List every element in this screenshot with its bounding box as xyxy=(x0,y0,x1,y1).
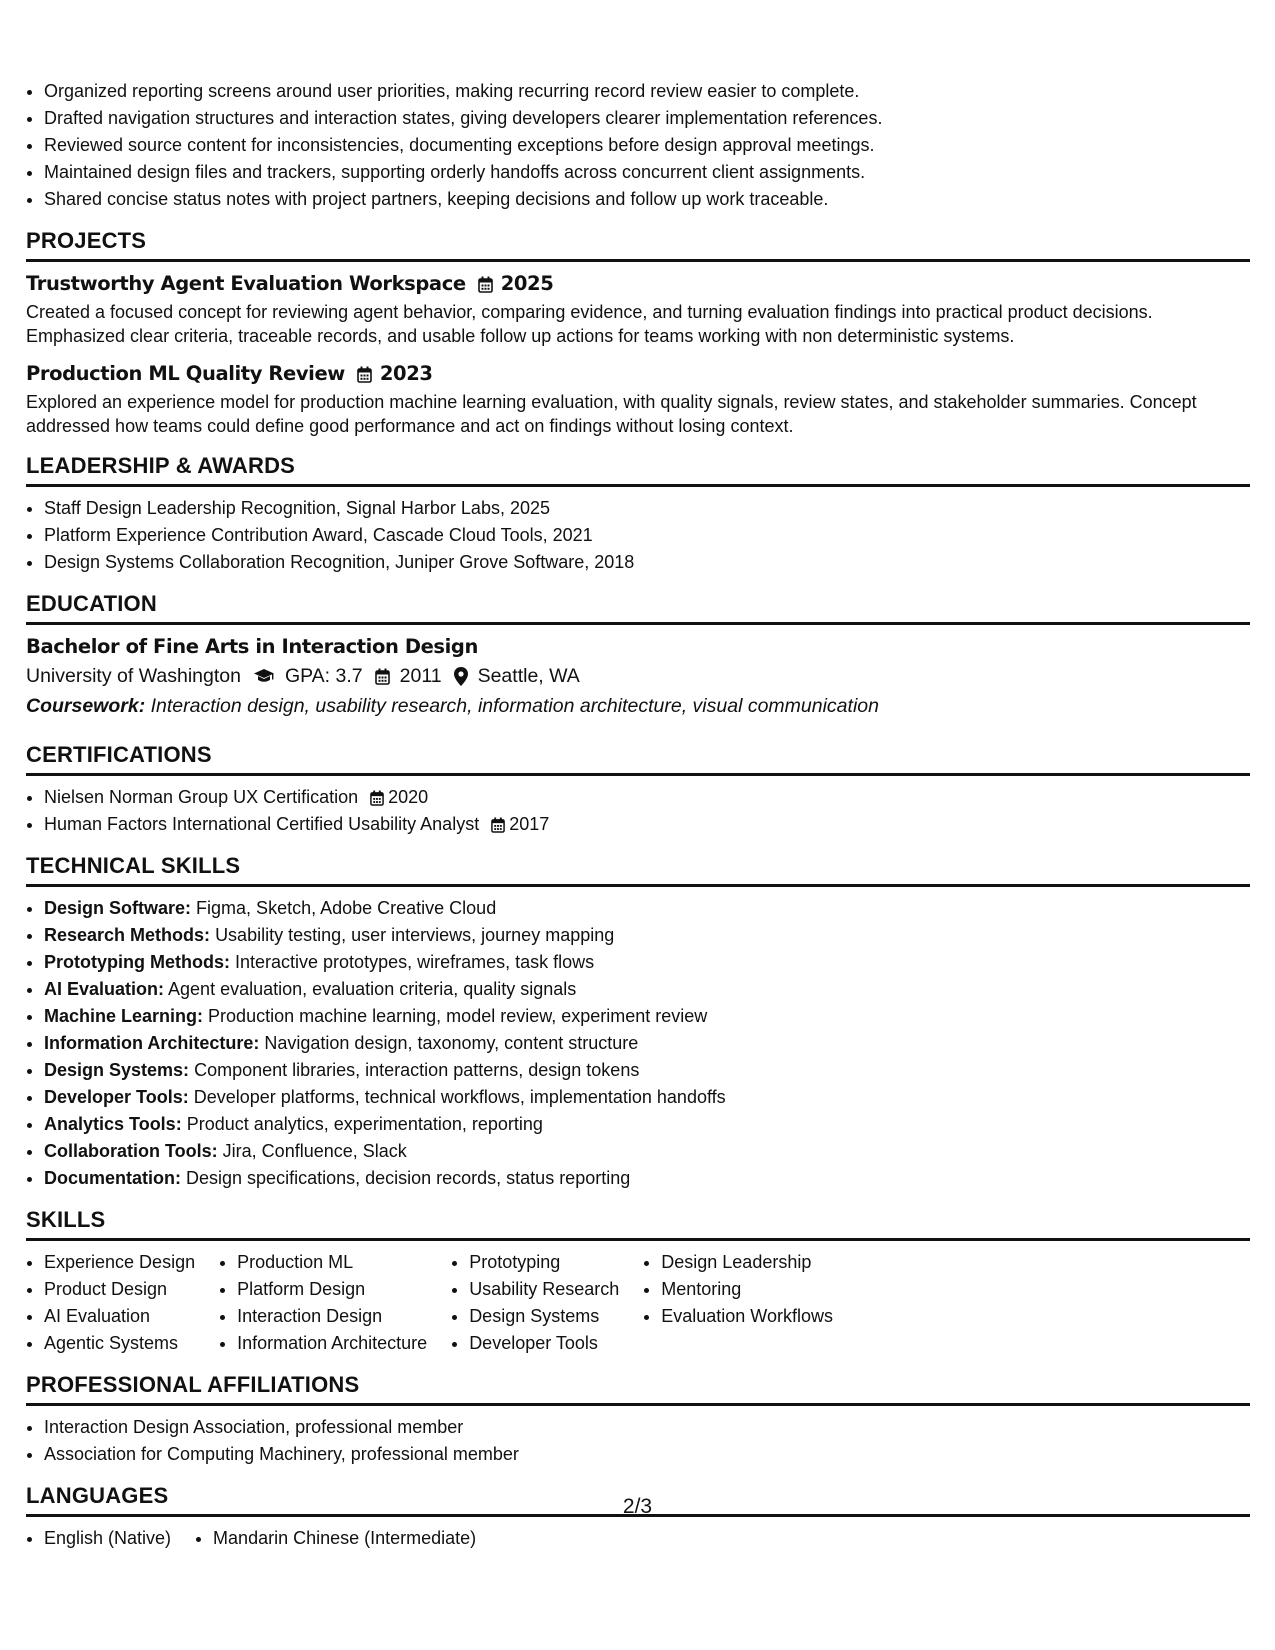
section-heading: PROJECTS xyxy=(26,227,1250,262)
education-meta xyxy=(26,661,1250,691)
project-title: Trustworthy Agent Evaluation Workspace xyxy=(26,272,466,295)
list-item xyxy=(44,895,1250,922)
skill-values: Developer platforms, technical workflows, implementation handoffs xyxy=(193,1087,726,1107)
list-item: • Developer Tools xyxy=(469,1330,619,1357)
calendar-icon xyxy=(357,366,372,383)
list-item xyxy=(44,1003,1250,1030)
section-heading: LEADERSHIP & AWARDS xyxy=(26,452,1250,487)
resume-page xyxy=(26,78,1250,1552)
list-item xyxy=(44,1165,1250,1192)
school-location: Seattle, WA xyxy=(477,665,580,687)
project-item xyxy=(26,360,1250,438)
list-item: • Product Design xyxy=(44,1276,195,1303)
project-item xyxy=(26,270,1250,348)
skill-category: Collaboration Tools: xyxy=(44,1141,218,1161)
degree-title: Bachelor of Fine Arts in Interaction Design xyxy=(26,635,478,658)
calendar-icon xyxy=(370,790,384,806)
list-item: • Drafted navigation structures and interaction states, giving developers clearer implementation references. xyxy=(44,105,1250,132)
section-heading: EDUCATION xyxy=(26,590,1250,625)
calendar-icon xyxy=(375,668,390,685)
experience-bullet-list xyxy=(26,78,1250,213)
skill-category: Documentation: xyxy=(44,1168,181,1188)
list-item: • Design Systems xyxy=(469,1303,619,1330)
projects-section xyxy=(26,227,1250,438)
skills-column xyxy=(219,1249,427,1357)
technical-skills-section xyxy=(26,852,1250,1192)
certifications-list xyxy=(26,784,1250,838)
skill-values: Production machine learning, model review, experiment review xyxy=(208,1006,708,1026)
section-heading: SKILLS xyxy=(26,1206,1250,1241)
section-heading: TECHNICAL SKILLS xyxy=(26,852,1250,887)
list-item: • Shared concise status notes with project partners, keeping decisions and follow up work traceable. xyxy=(44,186,1250,213)
technical-skills-list xyxy=(26,895,1250,1192)
skill-category: Analytics Tools: xyxy=(44,1114,182,1134)
skill-values: Usability testing, user interviews, journey mapping xyxy=(215,925,615,945)
list-item: • Evaluation Workflows xyxy=(661,1303,833,1330)
project-title: Production ML Quality Review xyxy=(26,362,345,385)
list-item xyxy=(44,1084,1250,1111)
project-year: 2023 xyxy=(379,362,433,385)
skill-values: Agent evaluation, evaluation criteria, quality signals xyxy=(168,979,577,999)
skill-values: Component libraries, interaction patterns, design tokens xyxy=(194,1060,640,1080)
list-item xyxy=(44,1057,1250,1084)
coursework xyxy=(26,691,1250,721)
list-item: • Design Leadership xyxy=(661,1249,833,1276)
list-item xyxy=(44,784,1250,811)
list-item: • Information Architecture xyxy=(237,1330,427,1357)
affiliations-list xyxy=(26,1414,1250,1468)
leadership-section xyxy=(26,452,1250,576)
list-item: • Organized reporting screens around user priorities, making recurring record review easier to complete. xyxy=(44,78,1250,105)
list-item: • Staff Design Leadership Recognition, Signal Harbor Labs, 2025 xyxy=(44,495,1250,522)
gpa: GPA: 3.7 xyxy=(284,665,363,687)
list-item: • AI Evaluation xyxy=(44,1303,195,1330)
list-item: • Platform Design xyxy=(237,1276,427,1303)
list-item xyxy=(44,811,1250,838)
certifications-section xyxy=(26,741,1250,838)
skill-values: Product analytics, experimentation, reporting xyxy=(186,1114,543,1134)
school-name: University of Washington xyxy=(26,665,241,687)
section-heading: LANGUAGES xyxy=(26,1482,1250,1517)
skill-category: Design Systems: xyxy=(44,1060,190,1080)
list-item xyxy=(44,1138,1250,1165)
education-section xyxy=(26,590,1250,721)
project-description: Created a focused concept for reviewing agent behavior, comparing evidence, and turning evaluation findings into practical product decisions. Emphasized clear criteria, traceable records, and usable follow up actions for teams working with non deterministic systems. xyxy=(26,302,1153,346)
list-item: • Prototyping xyxy=(469,1249,619,1276)
skill-category: Developer Tools: xyxy=(44,1087,189,1107)
skill-category: Research Methods: xyxy=(44,925,211,945)
skill-values: Interactive prototypes, wireframes, task flows xyxy=(235,952,595,972)
list-item: • Experience Design xyxy=(44,1249,195,1276)
list-item: • Mentoring xyxy=(661,1276,833,1303)
skills-columns xyxy=(26,1249,1250,1357)
skills-section xyxy=(26,1206,1250,1357)
list-item: • Production ML xyxy=(237,1249,427,1276)
graduation-year: 2011 xyxy=(399,665,442,687)
list-item: • Association for Computing Machinery, professional member xyxy=(44,1441,1250,1468)
certification-name: • Nielsen Norman Group UX Certification xyxy=(44,787,359,807)
skills-column xyxy=(451,1249,619,1357)
awards-list xyxy=(26,495,1250,576)
list-item: • Interaction Design xyxy=(237,1303,427,1330)
list-item: • Design Systems Collaboration Recognition, Juniper Grove Software, 2018 xyxy=(44,549,1250,576)
skill-category: Prototyping Methods: xyxy=(44,952,230,972)
project-description: Explored an experience model for production machine learning evaluation, with quality signals, review states, and stakeholder summaries. Concept addressed how teams could define good performance and act on findings without losing context. xyxy=(26,392,1197,436)
affiliations-section xyxy=(26,1371,1250,1468)
skill-category: Machine Learning: xyxy=(44,1006,204,1026)
list-item xyxy=(44,949,1250,976)
list-item: • Agentic Systems xyxy=(44,1330,195,1357)
languages-row xyxy=(26,1525,1250,1552)
list-item xyxy=(44,1111,1250,1138)
skill-category: Information Architecture: xyxy=(44,1033,260,1053)
skill-values: Design specifications, decision records, status reporting xyxy=(186,1168,631,1188)
list-item: • Maintained design files and trackers, supporting orderly handoffs across concurrent client assignments. xyxy=(44,159,1250,186)
list-item: • Mandarin Chinese (Intermediate) xyxy=(213,1525,476,1552)
skills-column xyxy=(26,1249,195,1357)
list-item: • Usability Research xyxy=(469,1276,619,1303)
skill-category: Design Software: xyxy=(44,898,192,918)
list-item: • Reviewed source content for inconsistencies, documenting exceptions before design approval meetings. xyxy=(44,132,1250,159)
coursework-text: Interaction design, usability research, information architecture, visual communication xyxy=(150,695,879,717)
certification-year: 2017 xyxy=(509,814,550,834)
page-number: 2/3 xyxy=(622,1495,653,1518)
skill-values: Jira, Confluence, Slack xyxy=(222,1141,407,1161)
skill-values: Figma, Sketch, Adobe Creative Cloud xyxy=(196,898,497,918)
list-item: • Platform Experience Contribution Award, Cascade Cloud Tools, 2021 xyxy=(44,522,1250,549)
section-heading: PROFESSIONAL AFFILIATIONS xyxy=(26,1371,1250,1406)
certification-year: 2020 xyxy=(388,787,429,807)
skill-category: AI Evaluation: xyxy=(44,979,165,999)
list-item: • Interaction Design Association, professional member xyxy=(44,1414,1250,1441)
list-item xyxy=(44,922,1250,949)
project-year: 2025 xyxy=(500,272,554,295)
map-marker-icon xyxy=(454,667,468,686)
list-item xyxy=(44,976,1250,1003)
list-item xyxy=(44,1030,1250,1057)
list-item: • English (Native) xyxy=(44,1525,171,1552)
coursework-label: Coursework: xyxy=(26,695,146,717)
graduation-cap-icon xyxy=(253,668,275,684)
skills-column xyxy=(643,1249,833,1357)
skill-values: Navigation design, taxonomy, content structure xyxy=(264,1033,639,1053)
certification-name: • Human Factors International Certified Usability Analyst xyxy=(44,814,480,834)
section-heading: CERTIFICATIONS xyxy=(26,741,1250,776)
calendar-icon xyxy=(478,276,493,293)
calendar-icon xyxy=(491,817,505,833)
